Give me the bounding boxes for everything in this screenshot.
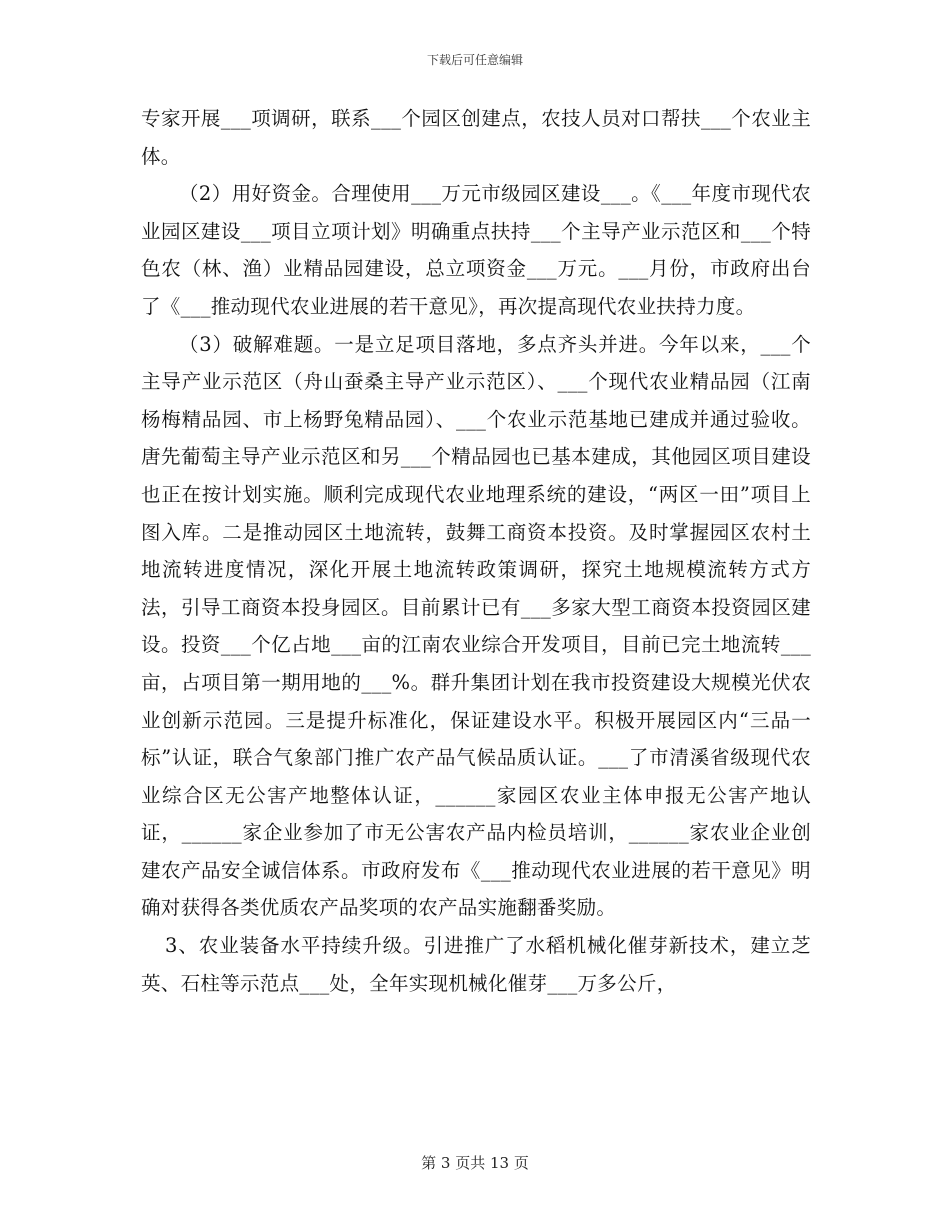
page-header: 下载后可任意编辑 bbox=[426, 53, 523, 67]
paragraph-continuation: 专家开展___项调研，联系___个园区创建点，农技人员对口帮扶___个农业主体。 bbox=[141, 107, 811, 168]
document-body bbox=[141, 100, 811, 1002]
paragraph-equipment-upgrade: 3、农业装备水平持续升级。引进推广了水稻机械化催芽新技术，建立芝英、石柱等示范点___处，全年实现机械化催芽___万多公斤， bbox=[141, 934, 811, 995]
paragraph-funding: （2）用好资金。合理使用___万元市级园区建设___。《___年度市现代农业园区建设___项目立项计划》明确重点扶持___个主导产业示范区和___个特色农（林、渔）业精品园建设，总立项资金___万元。___月份，市政府出台了《___推动现代农业进展的若干意见》，再次提高现代农业扶持力度。 bbox=[141, 182, 811, 318]
page-footer: 第 3 页共 13 页 bbox=[421, 1154, 529, 1172]
paragraph-problem-solving: （3）破解难题。一是立足项目落地，多点齐头并进。今年以来，___个主导产业示范区（舟山蚕桑主导产业示范区）、___个现代农业精品园（江南杨梅精品园、市上杨野兔精品园）、___个农业示范基地已建成并通过验收。唐先葡萄主导产业示范区和另___个精品园也已基本建成，其他园区项目建设也正在按计划实施。顺利完成现代农业地理系统的建设，“两区一田”项目上图入库。二是推动园区土地流转，鼓舞工商资本投资。及时掌握园区农村土地流转进度情况，深化开展土地流转政策调研，探究土地规模流转方式方法，引导工商资本投身园区。目前累计已有___多家大型工商资本投资园区建设。投资___个亿占地___亩的江南农业综合开发项目，目前已完土地流转___亩，占项目第一期用地的___%。群升集团计划在我市投资建设大规模光伏农业创新示范园。三是提升标准化，保证建设水平。积极开展园区内“三品一标”认证，联合气象部门推广农产品气候品质认证。___了市清溪省级现代农业综合区无公害产地整体认证，______家园区农业主体申报无公害产地认证，______家企业参加了市无公害农产品内检员培训，______家农业企业创建农产品安全诚信体系。市政府发布《___推动现代农业进展的若干意见》明确对获得各类优质农产品奖项的农产品实施翻番奖励。 bbox=[141, 332, 811, 920]
